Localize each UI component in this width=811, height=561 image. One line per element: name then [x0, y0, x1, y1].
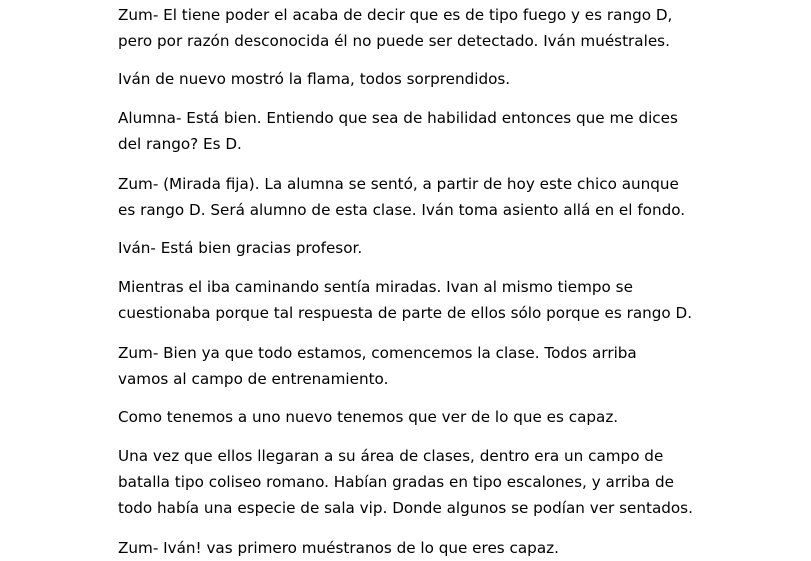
- paragraph-3: [118, 105, 678, 157]
- text-line: Zum- Iván! vas primero muéstranos de lo que eres capaz.: [118, 539, 559, 557]
- text-line: Mientras el iba caminando sentía miradas. Ivan al mismo tiempo se: [118, 278, 633, 296]
- text-line: Alumna- Está bien. Entiendo que sea de habilidad entonces que me dices: [118, 109, 678, 127]
- text-line: del rango? Es D.: [118, 135, 242, 153]
- text-line: pero por razón desconocida él no puede ser detectado. Iván muéstrales.: [118, 32, 670, 50]
- text-line: Zum- (Mirada fija). La alumna se sentó, a partir de hoy este chico aunque: [118, 175, 679, 193]
- text-line: Como tenemos a uno nuevo tenemos que ver de lo que es capaz.: [118, 408, 619, 426]
- text-line: batalla tipo coliseo romano. Habían gradas en tipo escalones, y arriba de: [118, 473, 675, 491]
- text-line: cuestionaba porque tal respuesta de parte de ellos sólo porque es rango D.: [118, 304, 693, 322]
- text-line: Una vez que ellos llegaran a su área de clases, dentro era un campo de: [118, 447, 664, 465]
- text-line: Iván de nuevo mostró la flama, todos sorprendidos.: [118, 70, 511, 88]
- paragraph-10: [118, 535, 559, 561]
- text-line: todo había una especie de sala vip. Donde algunos se podían ver sentados.: [118, 499, 693, 517]
- paragraph-9: [118, 443, 693, 521]
- paragraph-2: [118, 66, 510, 92]
- text-line: es rango D. Será alumno de esta clase. Iván toma asiento allá en el fondo.: [118, 201, 686, 219]
- paragraph-6: [118, 274, 692, 326]
- paragraph-1: [118, 2, 672, 54]
- text-line: vamos al campo de entrenamiento.: [118, 370, 389, 388]
- text-line: Zum- El tiene poder el acaba de decir que es de tipo fuego y es rango D,: [118, 6, 673, 24]
- paragraph-8: [118, 404, 618, 430]
- text-line: Zum- Bien ya que todo estamos, comencemos la clase. Todos arriba: [118, 344, 637, 362]
- paragraph-5: [118, 235, 362, 261]
- paragraph-7: [118, 340, 637, 392]
- paragraph-4: [118, 171, 685, 223]
- text-line: Iván- Está bien gracias profesor.: [118, 239, 363, 257]
